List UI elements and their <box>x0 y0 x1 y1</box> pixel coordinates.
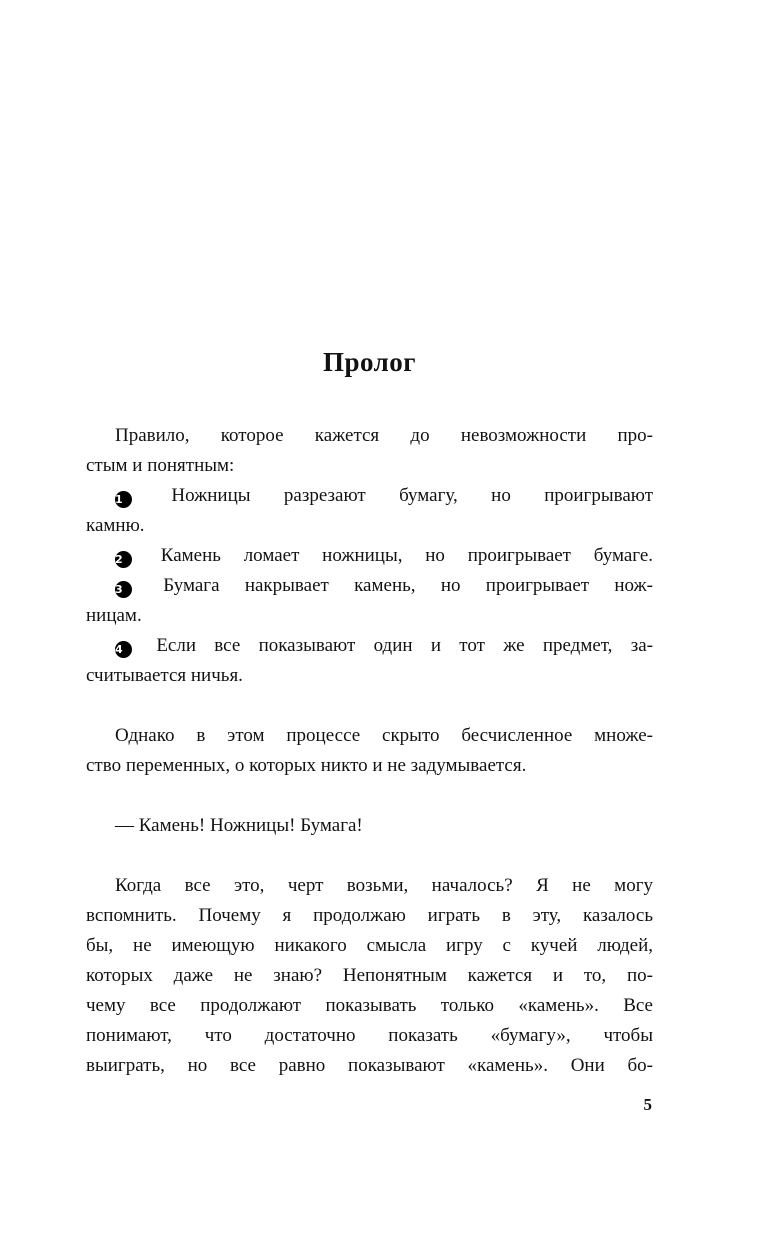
text-block-paragraph <box>86 421 653 481</box>
text-block-dialogue <box>86 811 653 841</box>
text-line: ство переменных, о которых никто и не задумывается. <box>86 755 527 776</box>
list-number-badge: 1 <box>115 491 132 508</box>
text-block-paragraph <box>86 721 653 781</box>
text-line: ницам. <box>86 605 142 626</box>
list-number-badge: 2 <box>115 551 132 568</box>
text-line: 4 Если все показывают один и тот же предмет, за- <box>115 635 653 656</box>
text-block-numbered-item <box>86 571 653 631</box>
page-number: 5 <box>643 1095 652 1114</box>
text-line: — Камень! Ножницы! Бумага! <box>115 815 363 836</box>
text-line: Однако в этом процессе скрыто бесчисленное множе- <box>115 725 653 746</box>
text-line: которых даже не знаю? Непонятным кажется и то, по- <box>86 965 653 986</box>
text-line: Правило, которое кажется до невозможности про- <box>115 425 653 446</box>
text-line: 1 Ножницы разрезают бумагу, но проигрывают <box>115 485 653 506</box>
page-content <box>86 421 653 1081</box>
page-title: Пролог <box>322 347 417 377</box>
text-block-paragraph <box>86 871 653 1081</box>
text-line: выиграть, но все равно показывают «камень». Они бо- <box>86 1055 653 1076</box>
text-line: вспомнить. Почему я продолжаю играть в эту, казалось <box>86 905 653 926</box>
list-number-badge: 3 <box>115 581 132 598</box>
text-block-numbered-item <box>86 631 653 691</box>
page-body <box>86 345 653 1081</box>
text-line: считывается ничья. <box>86 665 243 686</box>
text-line: чему все продолжают показывать только «камень». Все <box>86 995 653 1016</box>
text-line: 2 Камень ломает ножницы, но проигрывает бумаге. <box>115 545 654 566</box>
text-line: Когда все это, черт возьми, началось? Я не могу <box>115 875 653 896</box>
list-number-badge: 4 <box>115 641 132 658</box>
text-line: 3 Бумага накрывает камень, но проигрывает нож- <box>115 575 654 596</box>
text-line: стым и понятным: <box>86 455 235 476</box>
text-block-numbered-item <box>86 541 653 571</box>
text-line: понимают, что достаточно показать «бумагу», чтобы <box>86 1025 653 1046</box>
text-line: бы, не имеющую никакого смысла игру с кучей людей, <box>86 935 653 956</box>
text-block-numbered-item <box>86 481 653 541</box>
text-line: камню. <box>86 515 145 536</box>
